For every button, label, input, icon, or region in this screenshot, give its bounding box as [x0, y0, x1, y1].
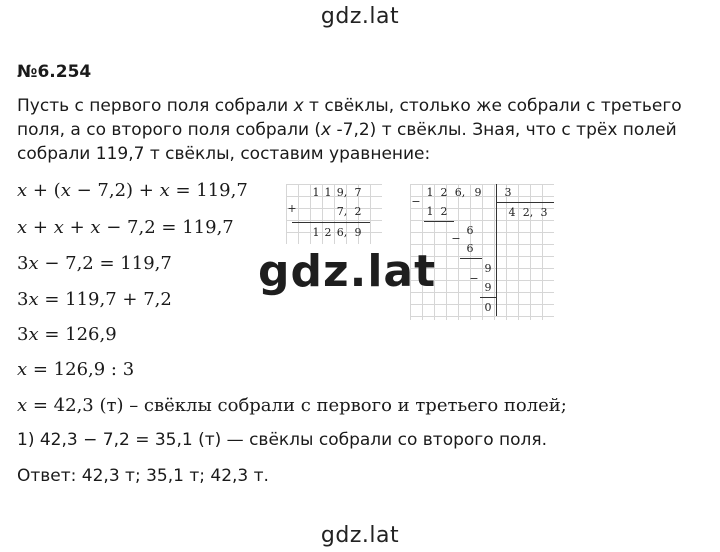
subtrahend-digit: 1: [426, 205, 434, 218]
quotient-digit: 2,: [522, 206, 534, 219]
equation-2: x + x + x − 7,2 = 119,7: [17, 217, 234, 238]
division-step-sign: −: [451, 232, 461, 245]
addition-digit: 1: [324, 186, 332, 199]
dividend-digit: 6,: [454, 186, 466, 199]
paragraph-line-1: Пусть с первого поля собрали x т свёклы, столько же собрали с третьего: [17, 96, 682, 116]
step-underline: [480, 297, 496, 298]
addition-digit: 7: [354, 186, 362, 199]
division-bar: [496, 184, 497, 316]
quotient-digit: 3: [540, 206, 548, 219]
addition-work: [286, 184, 382, 244]
step-underline: [424, 221, 454, 222]
quotient-digit: 4: [508, 206, 516, 219]
equation-3: 3x − 7,2 = 119,7: [17, 253, 172, 274]
remainder-digit: 9: [484, 262, 492, 275]
watermark-bottom: gdz.lat: [320, 523, 400, 548]
dividend-digit: 9: [474, 186, 482, 199]
subtrahend-digit: 6: [466, 242, 474, 255]
division-step-sign: −: [469, 272, 479, 285]
addition-result-digit: 9: [354, 226, 362, 239]
dividend-digit: 2: [440, 186, 448, 199]
step-1: 1) 42,3 − 7,2 = 35,1 (т) — свёклы собрали со второго поля.: [17, 430, 548, 450]
division-sign: −: [411, 195, 421, 208]
addition-result-digit: 1: [312, 226, 320, 239]
addition-result-digit: 6,: [336, 226, 348, 239]
addition-digit: 7,: [336, 205, 348, 218]
addition-digit: 1: [312, 186, 320, 199]
addition-digit: 9,: [336, 186, 348, 199]
answer: Ответ: 42,3 т; 35,1 т; 42,3 т.: [17, 466, 269, 486]
addition-result-digit: 2: [324, 226, 332, 239]
equation-1: x + (x − 7,2) + x = 119,7: [17, 180, 248, 201]
equation-6: x = 126,9 : 3: [17, 359, 135, 380]
equation-4: 3x = 119,7 + 7,2: [17, 289, 172, 310]
addition-underline: [292, 222, 370, 223]
addition-sign: +: [287, 202, 297, 215]
dividend-digit: 1: [426, 186, 434, 199]
subtrahend-digit: 9: [484, 281, 492, 294]
divisor-underline: [496, 202, 554, 203]
paragraph-line-3: собрали 119,7 т свёклы, составим уравнение:: [17, 144, 431, 164]
equation-5: 3x = 126,9: [17, 324, 117, 345]
paragraph-line-2: поля, а со второго поля собрали (x -7,2) т свёклы. Зная, что с трёх полей: [17, 120, 677, 140]
addition-digit: 2: [354, 205, 362, 218]
problem-title: №6.254: [17, 62, 92, 82]
watermark-middle: gdz.lat: [258, 246, 437, 297]
watermark-top: gdz.lat: [320, 4, 400, 29]
final-remainder: 0: [484, 301, 492, 314]
remainder-digit: 6: [466, 224, 474, 237]
step-underline: [460, 258, 482, 259]
subtrahend-digit: 2: [440, 205, 448, 218]
equation-7: x = 42,3 (т) – свёклы собрали с первого и третьего полей;: [17, 395, 567, 416]
divisor: 3: [504, 186, 512, 199]
